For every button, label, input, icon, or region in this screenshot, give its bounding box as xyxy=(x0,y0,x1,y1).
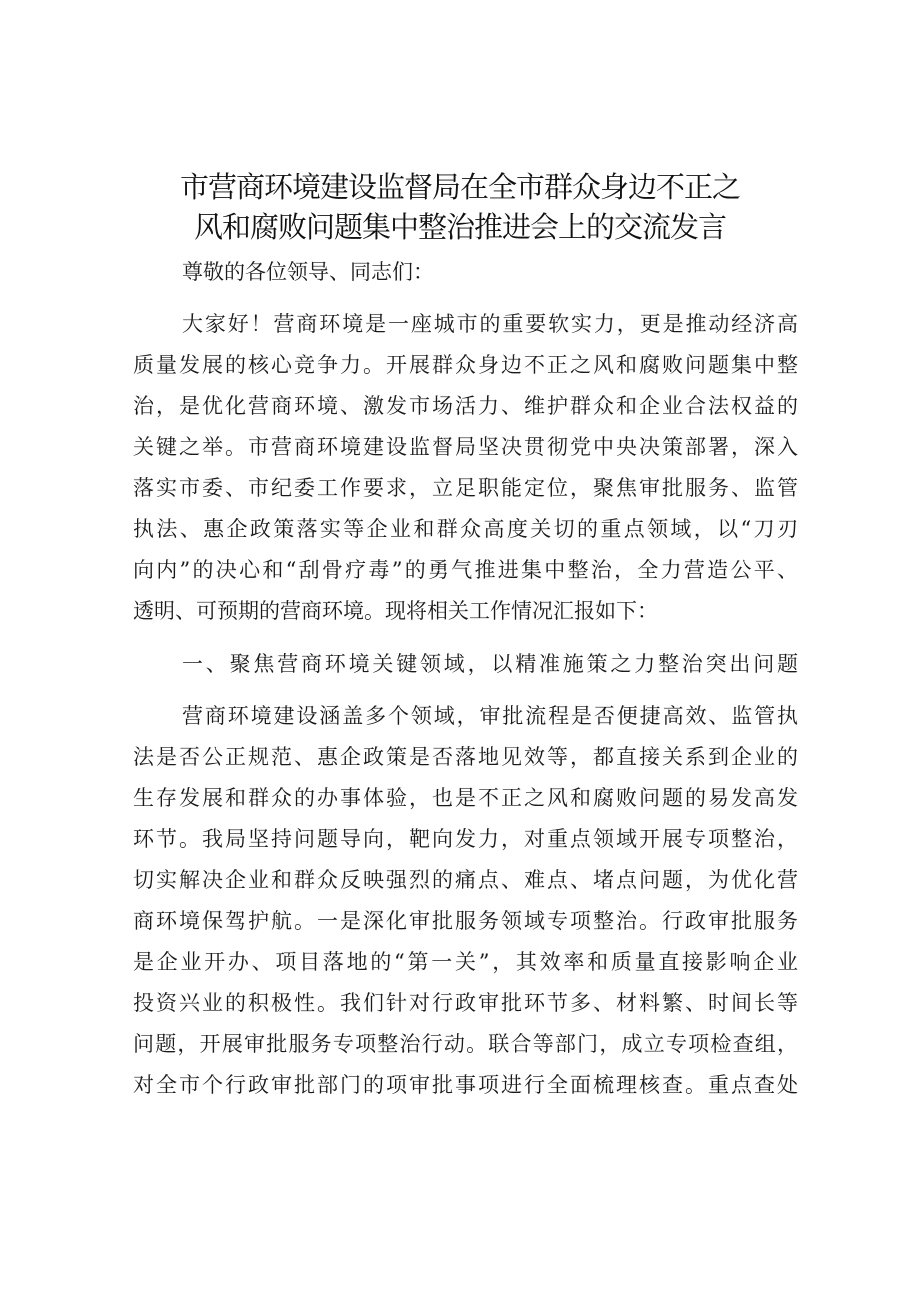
paragraph-2-line: 切实解决企业和群众反映强烈的痛点、难点、堵点问题，为优化营 xyxy=(133,868,798,892)
document-title-line-1: 市营商环境建设监督局在全市群众身边不正之 xyxy=(179,170,740,204)
paragraph-1-line: 落实市委、市纪委工作要求，立足职能定位，聚焦审批服务、监管 xyxy=(133,476,798,500)
paragraph-2-line: 问题，开展审批服务专项整治行动。联合等部门，成立专项检查组， xyxy=(133,1032,798,1056)
salutation: 尊敬的各位领导、同志们： xyxy=(182,260,434,284)
paragraph-1-line: 关键之举。市营商环境建设监督局坚决贯彻党中央决策部署，深入 xyxy=(133,435,798,459)
paragraph-2-line: 环节。我局坚持问题导向，靶向发力，对重点领域开展专项整治， xyxy=(133,827,798,851)
paragraph-2-line: 商环境保驾护航。一是深化审批服务领域专项整治。行政审批服务 xyxy=(133,909,798,933)
paragraph-2-line: 生存发展和群众的办事体验，也是不正之风和腐败问题的易发高发 xyxy=(133,786,798,810)
paragraph-1-line: 治，是优化营商环境、激发市场活力、维护群众和企业合法权益的 xyxy=(133,394,798,418)
paragraph-1-line: 执法、惠企政策落实等企业和群众高度关切的重点领域，以“刀刃 xyxy=(133,517,798,541)
paragraph-2-line: 是企业开办、项目落地的“第一关”，其效率和质量直接影响企业 xyxy=(133,950,798,974)
paragraph-1-line: 向内”的决心和“刮骨疗毒”的勇气推进集中整治，全力营造公平、 xyxy=(133,558,798,582)
section-1-heading: 一、聚焦营商环境关键领域，以精准施策之力整治突出问题 xyxy=(182,652,798,676)
paragraph-1-line: 质量发展的核心竞争力。开展群众身边不正之风和腐败问题集中整 xyxy=(133,353,798,377)
paragraph-2-line: 投资兴业的积极性。我们针对行政审批环节多、材料繁、时间长等 xyxy=(133,991,798,1015)
paragraph-1-line: 透明、可预期的营商环境。现将相关工作情况汇报如下： xyxy=(133,599,658,623)
paragraph-2-line: 法是否公正规范、惠企政策是否落地见效等，都直接关系到企业的 xyxy=(133,745,798,769)
paragraph-2-line: 营商环境建设涵盖多个领域，审批流程是否便捷高效、监管执 xyxy=(182,704,798,728)
paragraph-2-line: 对全市个行政审批部门的项审批事项进行全面梳理核查。重点查处 xyxy=(133,1073,798,1097)
paragraph-1-line: 大家好！营商环境是一座城市的重要软实力，更是推动经济高 xyxy=(182,312,798,336)
document-title-line-2: 风和腐败问题集中整治推进会上的交流发言 xyxy=(193,210,726,244)
